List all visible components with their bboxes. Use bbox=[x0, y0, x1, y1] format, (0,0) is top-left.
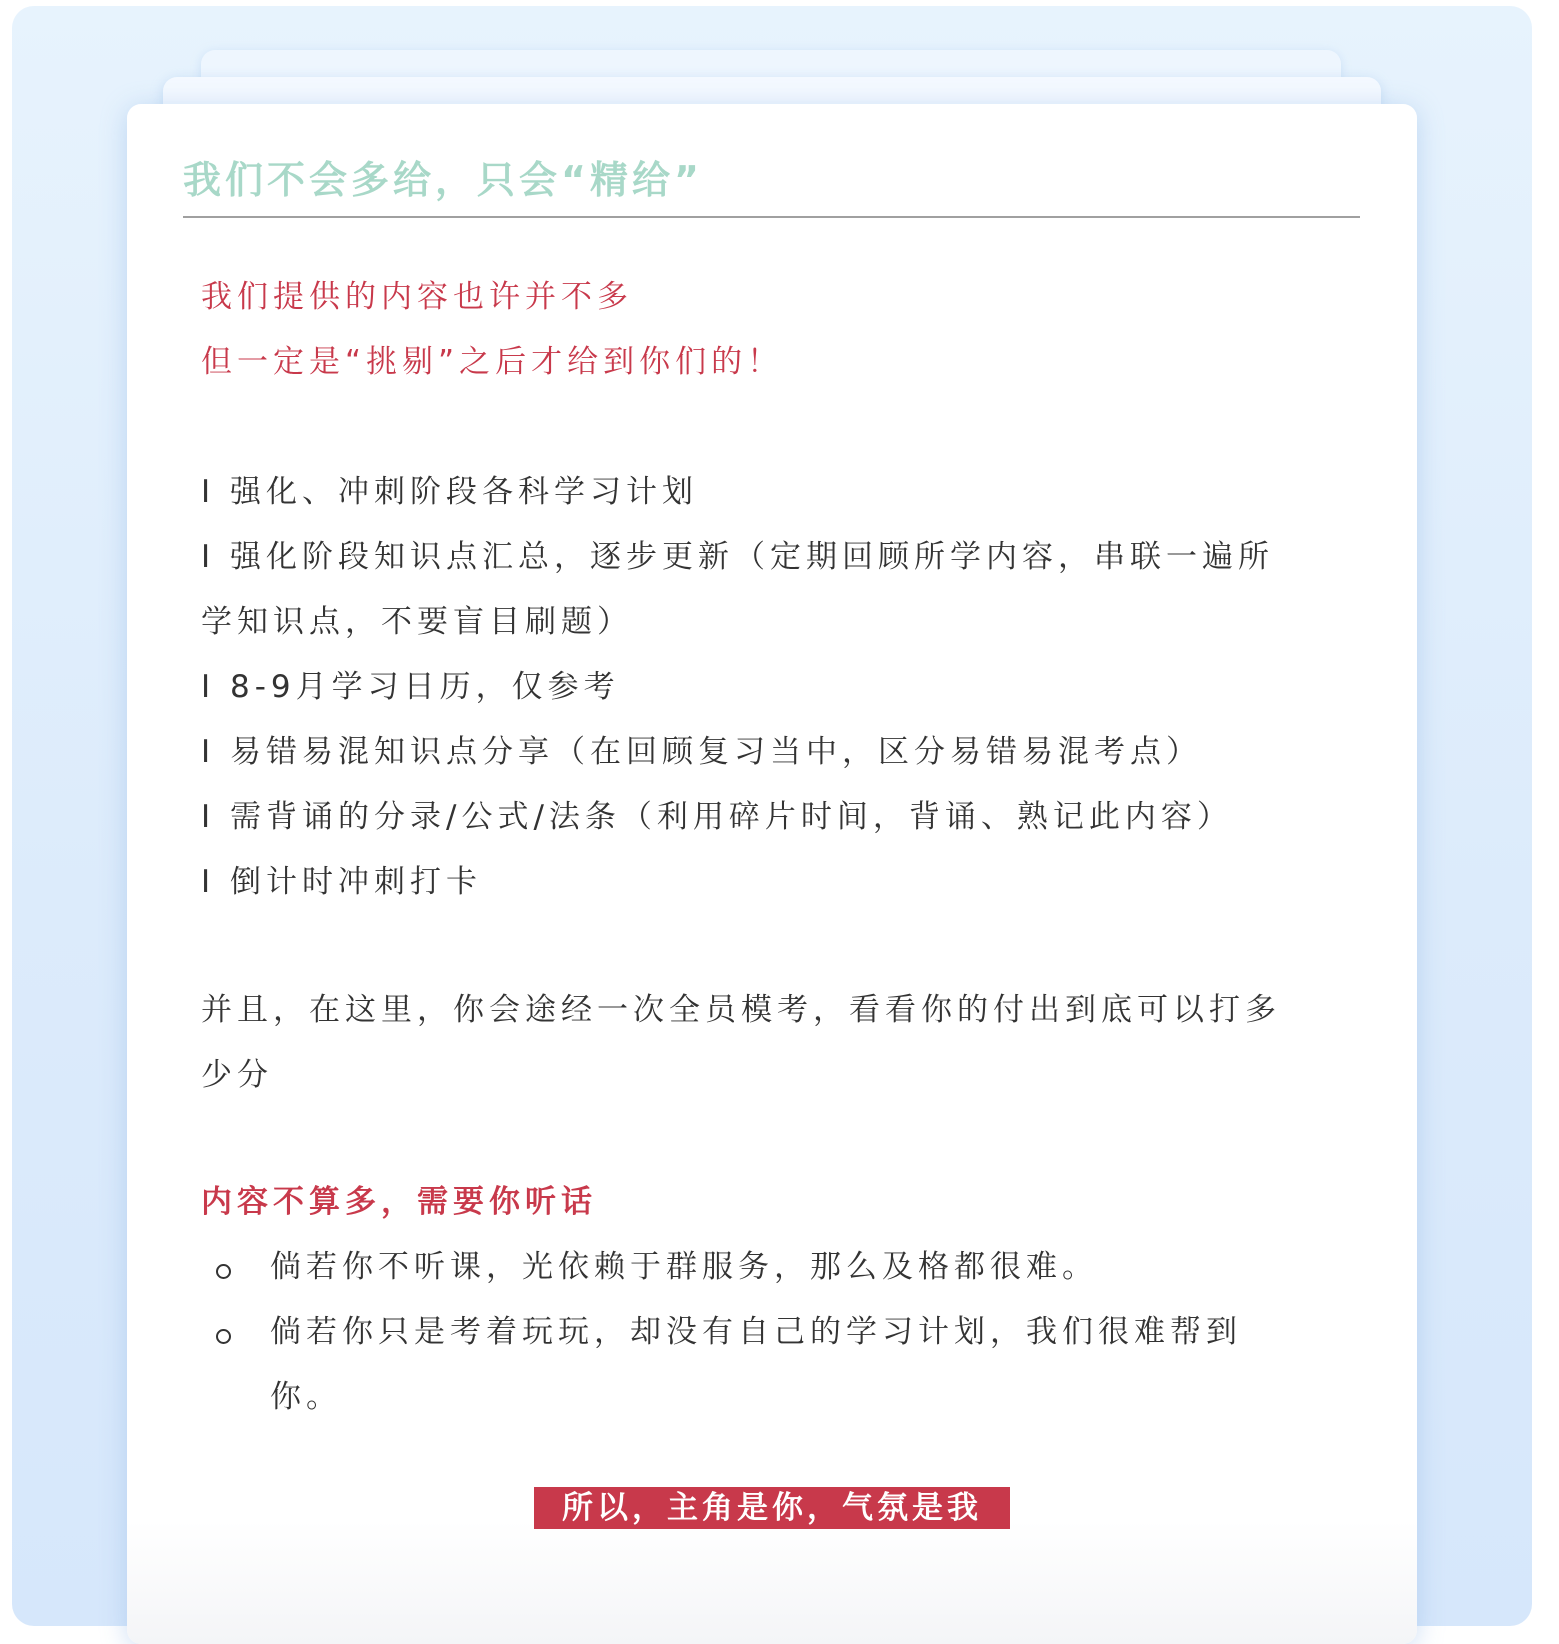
warning-bullet-continuation: 你。 bbox=[270, 1379, 342, 1415]
list-item: I 需背诵的分录/公式/法条（利用碎片时间，背诵、熟记此内容） bbox=[201, 799, 1233, 835]
list-item: I 易错易混知识点分享（在回顾复习当中，区分易错易混考点） bbox=[201, 734, 1202, 770]
intro-line-1: 我们提供的内容也许并不多 bbox=[201, 279, 633, 315]
list-item: I 8-9月学习日历，仅参考 bbox=[201, 669, 620, 705]
warning-bullet-text: 倘若你只是考着玩玩，却没有自己的学习计划，我们很难帮到 bbox=[270, 1314, 1242, 1350]
hollow-bullet-icon bbox=[216, 1264, 231, 1279]
list-item: I 倒计时冲刺打卡 bbox=[201, 864, 482, 900]
mock-exam-line-2: 少分 bbox=[201, 1057, 273, 1093]
warning-bullet-text: 倘若你不听课，光依赖于群服务，那么及格都很难。 bbox=[270, 1249, 1098, 1285]
warning-heading: 内容不算多，需要你听话 bbox=[201, 1184, 597, 1220]
intro-line-2: 但一定是“挑剔”之后才给到你们的！ bbox=[201, 344, 784, 380]
section-title: 我们不会多给，只会“精给” bbox=[183, 158, 703, 202]
list-item: I 强化、冲刺阶段各科学习计划 bbox=[201, 474, 698, 510]
hollow-bullet-icon bbox=[216, 1329, 231, 1344]
list-item-continuation: 学知识点，不要盲目刷题） bbox=[201, 604, 633, 640]
title-divider bbox=[183, 216, 1360, 218]
list-item: I 强化阶段知识点汇总，逐步更新（定期回顾所学内容，串联一遍所 bbox=[201, 539, 1274, 575]
mock-exam-line-1: 并且，在这里，你会途经一次全员模考，看看你的付出到底可以打多 bbox=[201, 992, 1281, 1028]
closing-banner: 所以，主角是你，气氛是我 bbox=[534, 1487, 1010, 1529]
